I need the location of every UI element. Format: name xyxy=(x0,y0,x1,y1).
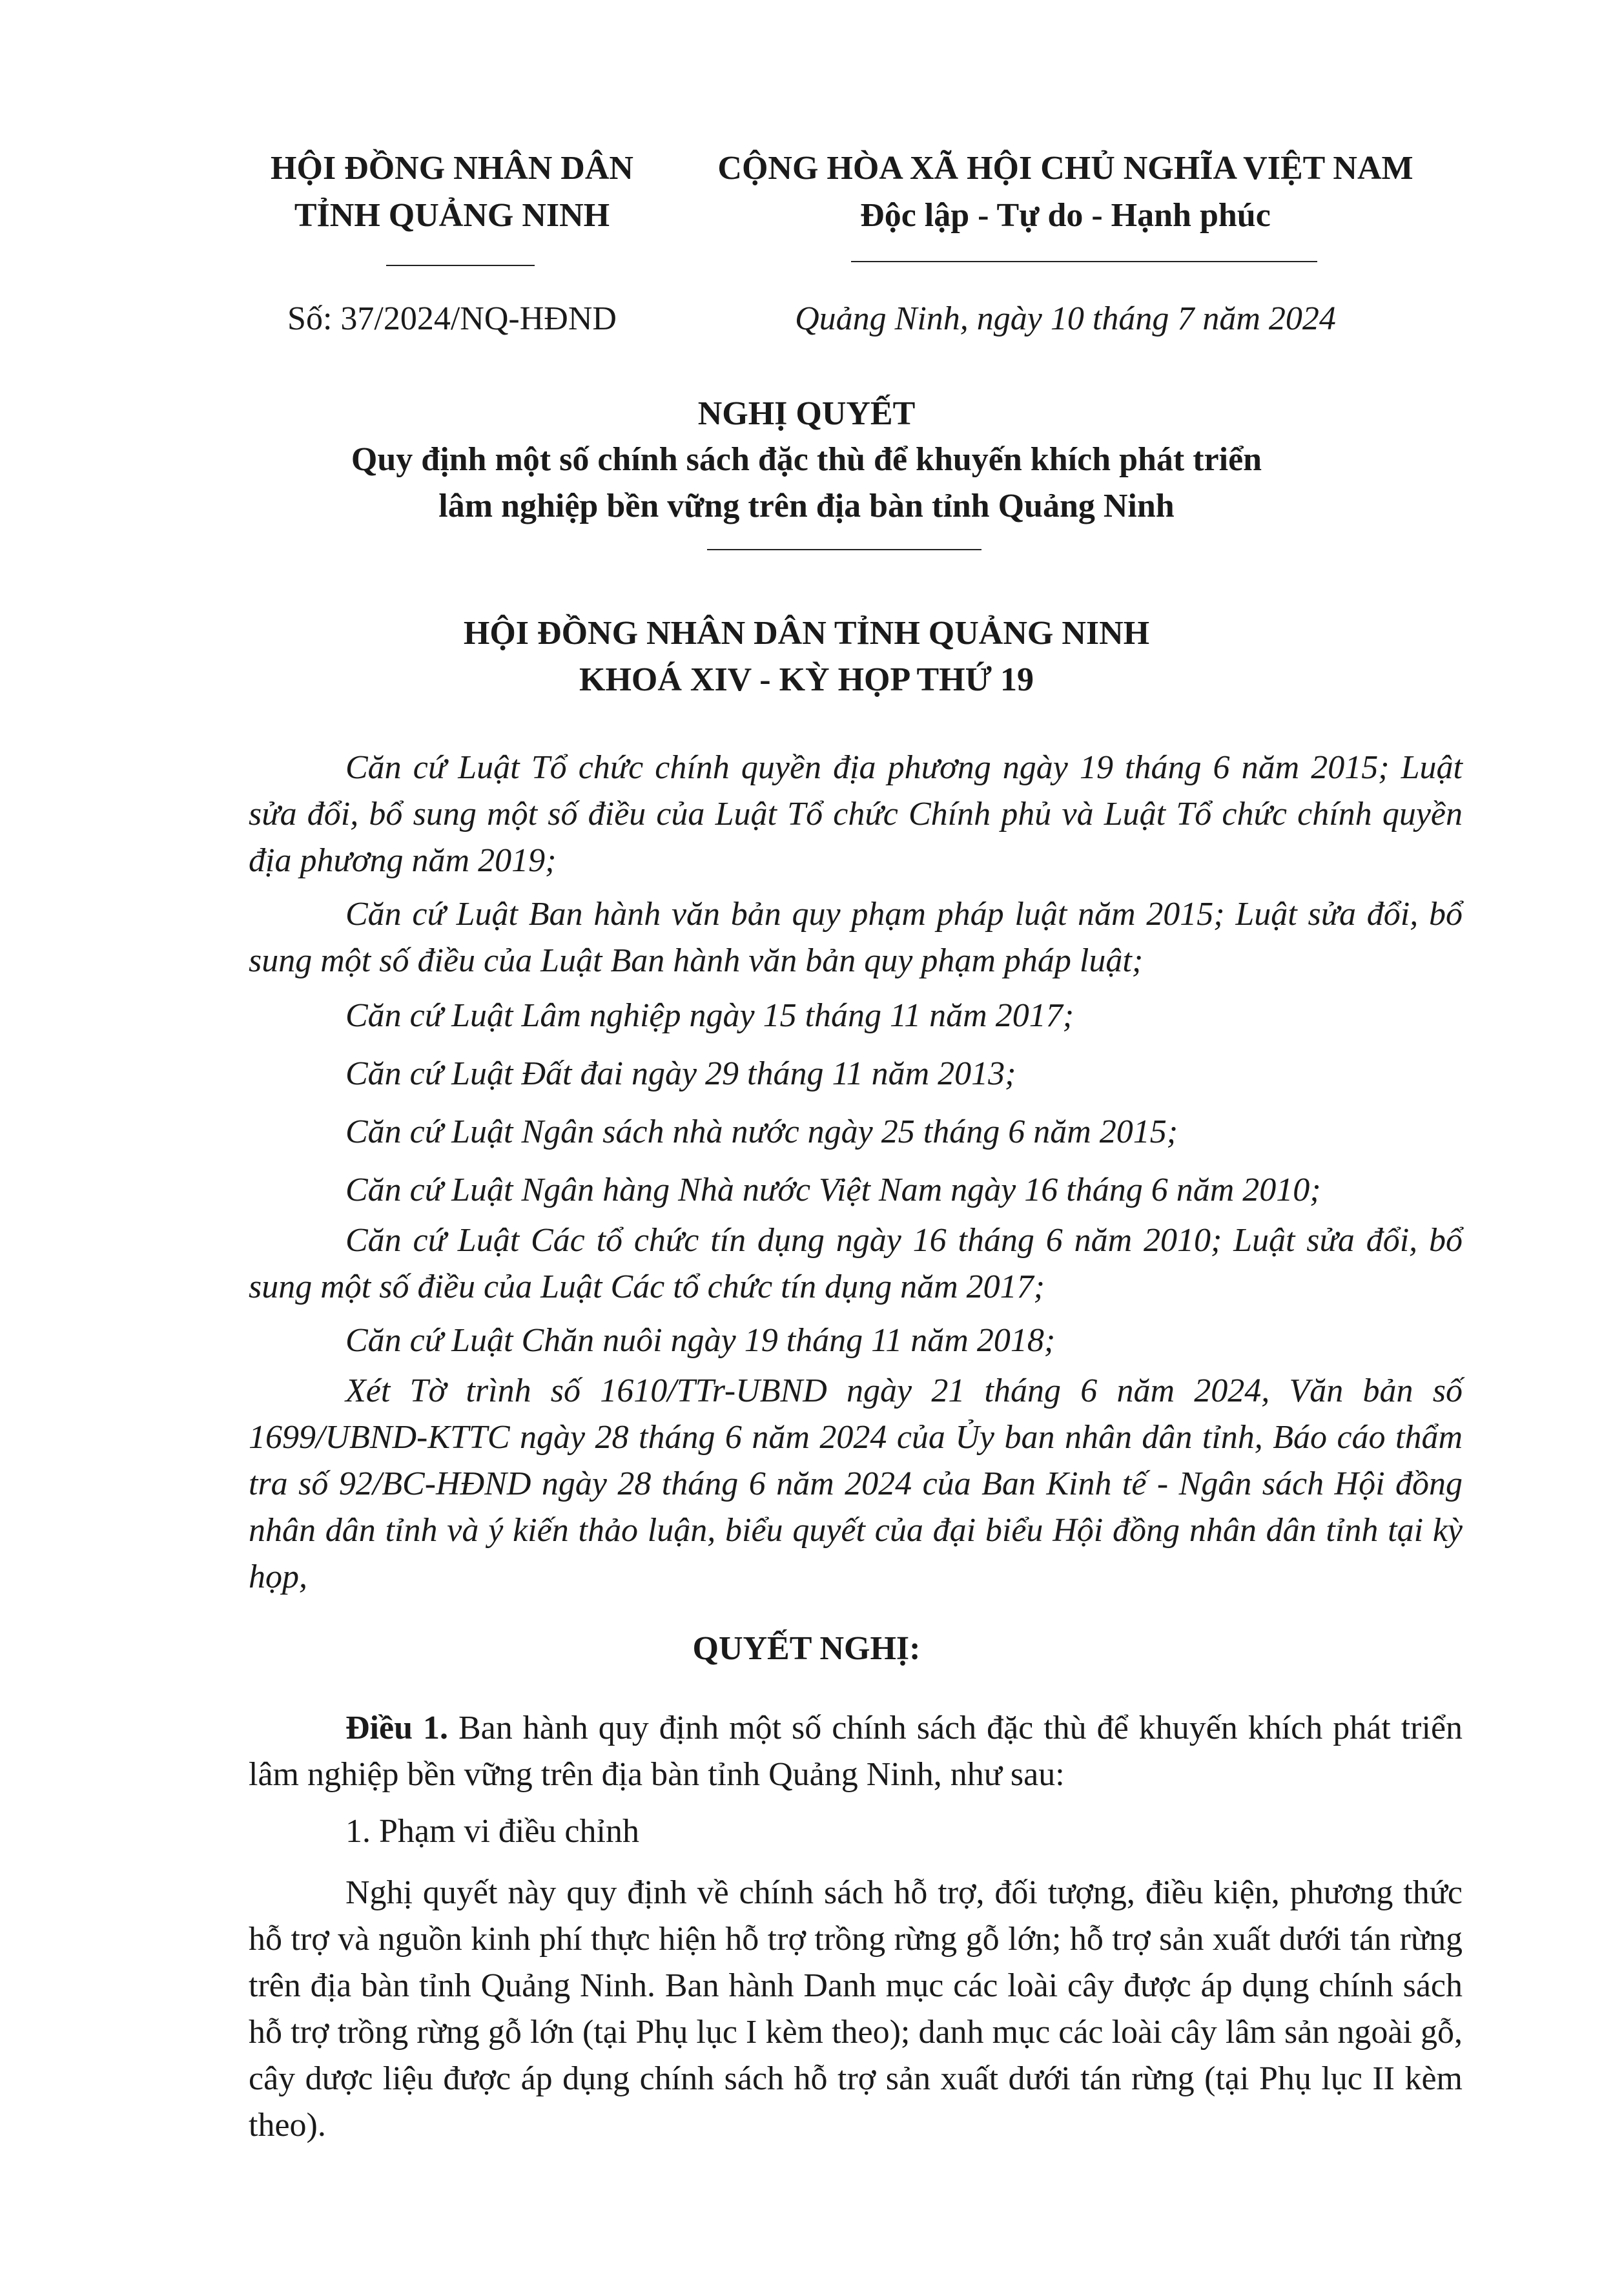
document-type: NGHỊ QUYẾT xyxy=(697,395,916,432)
legal-basis-8: Căn cứ Luật Chăn nuôi ngày 19 tháng 11 năm 2018; xyxy=(345,1322,1056,1359)
document-number: Số: 37/2024/NQ-HĐND xyxy=(287,300,617,337)
article-1-text: Ban hành quy định một số chính sách đặc thù để khuyến khích phát triển lâm nghiệp bền vững trên địa bàn tỉnh Quảng Ninh, như sau: xyxy=(249,1710,1463,1793)
legal-basis-1: Căn cứ Luật Tổ chức chính quyền địa phương ngày 19 tháng 6 năm 2015; Luật sửa đổi, bổ sung một số điều của Luật Tổ chức Chính phủ và Luật Tổ chức chính quyền địa phương năm 2019; xyxy=(249,749,1463,879)
national-motto: Độc lập - Tự do - Hạnh phúc xyxy=(860,197,1271,234)
motto-underline xyxy=(851,261,1317,262)
review-statement: Xét Tờ trình số 1610/TTr-UBND ngày 21 tháng 6 năm 2024, Văn bản số 1699/UBND-KTTC ngày 28 tháng 6 năm 2024 của Ủy ban nhân dân tỉnh, Báo cáo thẩm tra số 92/BC-HĐND ngày 28 tháng 6 năm 2024 của Ban Kinh tế - Ngân sách Hội đồng nhân dân tỉnh và ý kiến thảo luận, biểu quyết của đại biểu Hội đồng nhân dân tỉnh tại kỳ họp, xyxy=(249,1372,1463,1595)
place-date: Quảng Ninh, ngày 10 tháng 7 năm 2024 xyxy=(795,300,1336,337)
document-subject-line1: Quy định một số chính sách đặc thù để khuyến khích phát triển xyxy=(351,441,1262,478)
council-name: HỘI ĐỒNG NHÂN DÂN TỈNH QUẢNG NINH xyxy=(463,615,1150,652)
article-1-label: Điều 1. xyxy=(345,1710,448,1746)
article-1 xyxy=(249,1705,1463,1798)
legal-basis-6: Căn cứ Luật Ngân hàng Nhà nước Việt Nam ngày 16 tháng 6 năm 2010; xyxy=(345,1172,1321,1208)
legal-basis-5: Căn cứ Luật Ngân sách nhà nước ngày 25 tháng 6 năm 2015; xyxy=(345,1113,1178,1150)
title-underline xyxy=(707,549,981,550)
legal-basis-4: Căn cứ Luật Đất đai ngày 29 tháng 11 năm 2013; xyxy=(345,1055,1016,1092)
issuer-underline xyxy=(386,265,535,266)
document-subject-line2: lâm nghiệp bền vững trên địa bàn tỉnh Quảng Ninh xyxy=(438,488,1175,524)
legal-basis-2: Căn cứ Luật Ban hành văn bản quy phạm pháp luật năm 2015; Luật sửa đổi, bổ sung một số điều của Luật Ban hành văn bản quy phạm pháp luật; xyxy=(249,896,1463,979)
article-1-item-1-heading: 1. Phạm vi điều chỉnh xyxy=(345,1813,639,1850)
issuer-name-line1: HỘI ĐỒNG NHÂN DÂN xyxy=(271,150,633,187)
council-session: KHOÁ XIV - KỲ HỌP THỨ 19 xyxy=(579,661,1034,698)
legal-basis-7: Căn cứ Luật Các tổ chức tín dụng ngày 16 tháng 6 năm 2010; Luật sửa đổi, bổ sung một số điều của Luật Các tổ chức tín dụng năm 2017; xyxy=(249,1222,1463,1305)
resolve-heading: QUYẾT NGHỊ: xyxy=(692,1630,921,1667)
national-title: CỘNG HÒA XÃ HỘI CHỦ NGHĨA VIỆT NAM xyxy=(717,150,1413,187)
legal-basis-3: Căn cứ Luật Lâm nghiệp ngày 15 tháng 11 năm 2017; xyxy=(345,997,1074,1034)
article-1-item-1-text: Nghị quyết này quy định về chính sách hỗ trợ, đối tượng, điều kiện, phương thức hỗ trợ và nguồn kinh phí thực hiện hỗ trợ trồng rừng gỗ lớn; hỗ trợ sản xuất dưới tán rừng trên địa bàn tỉnh Quảng Ninh. Ban hành Danh mục các loài cây được áp dụng chính sách hỗ trợ trồng rừng gỗ lớn (tại Phụ lục I kèm theo); danh mục các loài cây lâm sản ngoài gỗ, cây dược liệu được áp dụng chính sách hỗ trợ sản xuất dưới tán rừng (tại Phụ lục II kèm theo). xyxy=(249,1874,1463,2144)
issuer-name-line2: TỈNH QUẢNG NINH xyxy=(294,197,610,234)
